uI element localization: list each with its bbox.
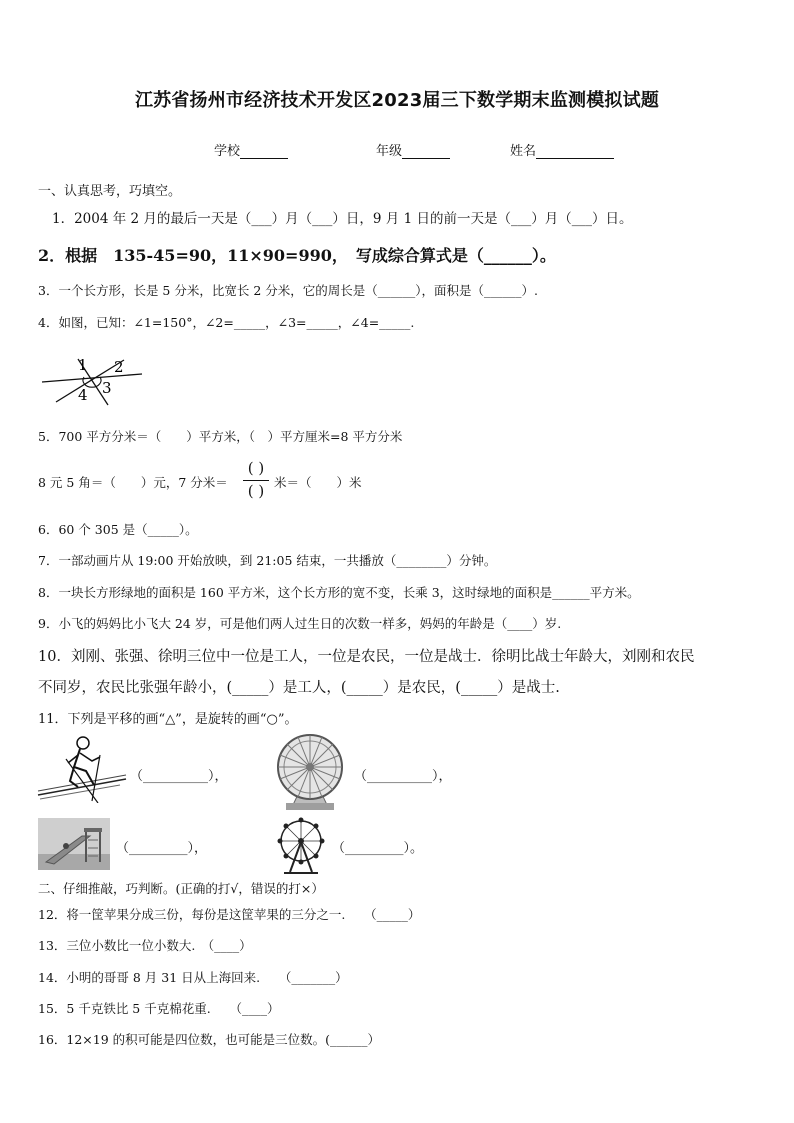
fraction-bar [243, 480, 269, 481]
question-5b-left: 8 元 5 角＝（ ）元，7 分米＝ [38, 475, 228, 490]
angle-label-2: 2 [114, 358, 124, 376]
name-label: 姓名 [510, 144, 537, 159]
question-8: 8．一块长方形绿地的面积是 160 平方米，这个长方形的宽不变，长乘 3，这时绿地的面积是______平方米。 [38, 585, 640, 600]
slide-image [38, 818, 110, 870]
angle-label-1: 1 [78, 356, 88, 374]
skier-image [36, 733, 128, 803]
small-ferris-wheel-image [276, 816, 326, 874]
question-7: 7．一部动画片从 19:00 开始放映，到 21:05 结束，一共播放（________）分钟。 [38, 553, 497, 568]
question-10-line-2: 不同岁，农民比张强年龄小，(_____）是工人，(_____）是农民，(_____）是战士. [38, 680, 560, 696]
question-2: 2．根据 135-45=90，11×90=990， 写成综合算式是（______）。 [38, 246, 556, 265]
section-2-heading: 二、仔细推敲，巧判断。(正确的打√，错误的打×） [38, 881, 324, 896]
grade-field [376, 140, 450, 159]
question-15: 15．5 千克铁比 5 千克棉花重. （____） [38, 1001, 280, 1016]
section-1-heading: 一、认真思考，巧填空。 [38, 184, 182, 199]
question-11: 11．下列是平移的画“△”，是旋转的画“○”。 [38, 712, 298, 727]
answer-blank-small-wheel: （_________）。 [332, 841, 424, 856]
question-6: 6．60 个 305 是（_____）。 [38, 522, 198, 537]
question-16: 16．12×19 的积可能是四位数，也可能是三位数。(______） [38, 1032, 381, 1047]
question-12: 12．将一筐苹果分成三份，每份是这筐苹果的三分之一. （_____） [38, 907, 421, 922]
question-1: 1．2004 年 2 月的最后一天是（___）月（___）日，9 月 1 日的前一天是（___）月（___）日。 [52, 211, 633, 227]
question-13: 13．三位小数比一位小数大. （____） [38, 938, 252, 953]
fraction [243, 459, 269, 503]
name-field [510, 140, 614, 159]
name-blank [536, 144, 614, 159]
answer-blank-wheel: （__________）， [354, 769, 452, 784]
school-field [214, 140, 288, 159]
question-9: 9．小飞的妈妈比小飞大 24 岁，可是他们两人过生日的次数一样多，妈妈的年龄是（____）岁. [38, 616, 562, 631]
grade-blank [402, 144, 450, 159]
fraction-numerator: ( ) [247, 459, 265, 477]
school-label: 学校 [214, 144, 241, 159]
fraction-denominator: ( ) [247, 482, 265, 500]
school-blank [240, 144, 288, 159]
question-5a: 5．700 平方分米＝（ ）平方米，（ ）平方厘米=8 平方分米 [38, 429, 403, 444]
question-14: 14．小明的哥哥 8 月 31 日从上海回来. （_______） [38, 970, 348, 985]
question-5b-right: 米＝（ ）米 [274, 475, 362, 490]
question-10-line-1: 10．刘刚、张强、徐明三位中一位是工人，一位是农民，一位是战士．徐明比战士年龄大，刘刚和农民 [38, 649, 695, 665]
angle-label-3: 3 [102, 379, 112, 397]
page-title: 江苏省扬州市经济技术开发区2023届三下数学期末监测模拟试题 [134, 90, 660, 111]
intersecting-lines-figure [38, 350, 148, 408]
question-4: 4．如图，已知：∠1=150°，∠2=_____，∠3=_____，∠4=_____. [38, 315, 415, 330]
answer-blank-slide: （_________）， [116, 841, 208, 856]
question-3: 3．一个长方形，长是 5 分米，比宽长 2 分米，它的周长是（______），面积是（______）. [38, 283, 538, 298]
ferris-wheel-image [270, 733, 350, 811]
grade-label: 年级 [376, 144, 403, 159]
answer-blank-skier: （__________）， [130, 769, 228, 784]
angle-label-4: 4 [78, 386, 88, 404]
